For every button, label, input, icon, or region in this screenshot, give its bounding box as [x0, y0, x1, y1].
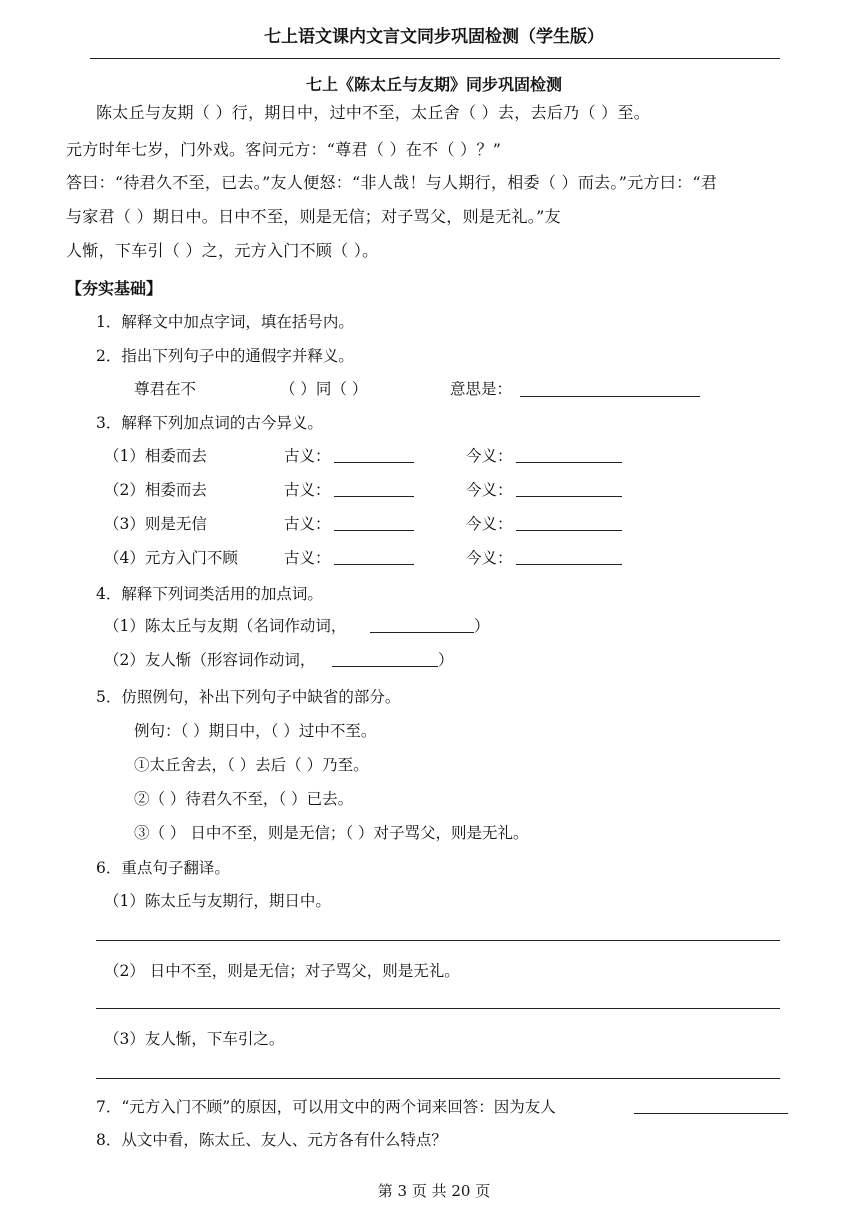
- q3-modern-label: 今义：: [466, 549, 513, 567]
- q5-item: ②（ ）待君久不至，（ ）已去。: [134, 790, 354, 808]
- q3-modern-blank[interactable]: [516, 530, 622, 531]
- question-5: 5．仿照例句，补出下列句子中缺省的部分。: [96, 688, 401, 706]
- q4-item: （1）陈太丘与友期（名词作动词，: [104, 617, 347, 635]
- passage-line-3: 答曰：“待君久不至，已去。”友人便怒：“非人哉！与人期行，相委（ ）而去。”元方曰：“君: [66, 173, 718, 192]
- q5-example: 例句：（ ）期日中，（ ）过中不至。: [134, 722, 377, 740]
- question-8: 8．从文中看，陈太丘、友人、元方各有什么特点？: [96, 1131, 447, 1149]
- q3-item-label: （1）相委而去: [104, 447, 207, 465]
- q6-answer-line[interactable]: [96, 1008, 780, 1009]
- q3-ancient-label: 古义：: [284, 481, 331, 499]
- q2-answer-blank[interactable]: [520, 396, 700, 397]
- q6-item: （1）陈太丘与友期行，期日中。: [104, 892, 331, 910]
- q3-modern-label: 今义：: [466, 481, 513, 499]
- header-divider: [90, 58, 780, 59]
- section-title: 【夯实基础】: [66, 279, 163, 298]
- q6-item: （2） 日中不至，则是无信；对子骂父，则是无礼。: [104, 962, 460, 980]
- question-7: 7．“元方入门不顾”的原因，可以用文中的两个词来回答：因为友人: [96, 1098, 556, 1116]
- q7-answer-blank[interactable]: [634, 1113, 788, 1114]
- q5-item: ③（ ） 日中不至，则是无信；（ ）对子骂父，则是无礼。: [134, 824, 529, 842]
- q3-item-label: （2）相委而去: [104, 481, 207, 499]
- question-2: 2．指出下列句子中的通假字并释义。: [96, 347, 354, 365]
- q4-item: （2）友人惭（形容词作动词，: [104, 651, 316, 669]
- q6-item: （3）友人惭，下车引之。: [104, 1030, 285, 1048]
- document-title: 七上《陈太丘与友期》同步巩固检测: [305, 75, 562, 94]
- q4-answer-blank[interactable]: [370, 632, 474, 633]
- q3-ancient-blank[interactable]: [334, 462, 414, 463]
- page-footer: 第 3 页 共 20 页: [377, 1182, 491, 1200]
- q3-modern-blank[interactable]: [516, 496, 622, 497]
- q3-ancient-label: 古义：: [284, 549, 331, 567]
- q4-close-paren: ）: [438, 651, 454, 669]
- passage-line-5: 人惭，下车引（ ）之，元方入门不顾（ ）。: [66, 241, 379, 260]
- passage-line-1: 陈太丘与友期（ ）行，期日中，过中不至，太丘舍（ ）去，去后乃（ ）至。: [96, 103, 651, 122]
- q3-item-label: （4）元方入门不顾: [104, 549, 238, 567]
- passage-line-4: 与家君（ ）期日中。日中不至，则是无信；对子骂父，则是无礼。”友: [66, 207, 561, 226]
- q6-answer-line[interactable]: [96, 940, 780, 941]
- q3-ancient-blank[interactable]: [334, 564, 414, 565]
- q2-meaning-label: 意思是：: [450, 380, 513, 398]
- page-header: 七上语文课内文言文同步巩固检测（学生版）: [264, 27, 604, 47]
- q3-modern-label: 今义：: [466, 515, 513, 533]
- question-1: 1．解释文中加点字词，填在括号内。: [96, 313, 354, 331]
- q3-ancient-blank[interactable]: [334, 530, 414, 531]
- q3-modern-blank[interactable]: [516, 564, 622, 565]
- passage-line-2: 元方时年七岁，门外戏。客问元方：“尊君（ ）在不（ ）？”: [66, 140, 502, 159]
- q3-ancient-label: 古义：: [284, 447, 331, 465]
- q2-paren: （ ）同（ ）: [280, 380, 368, 398]
- question-6: 6．重点句子翻译。: [96, 859, 230, 877]
- q6-answer-line[interactable]: [96, 1078, 780, 1079]
- q3-modern-blank[interactable]: [516, 462, 622, 463]
- question-3: 3．解释下列加点词的古今异义。: [96, 414, 323, 432]
- q3-ancient-label: 古义：: [284, 515, 331, 533]
- q3-modern-label: 今义：: [466, 447, 513, 465]
- q4-answer-blank[interactable]: [332, 666, 438, 667]
- question-4: 4．解释下列词类活用的加点词。: [96, 585, 323, 603]
- q4-close-paren: ）: [474, 617, 490, 635]
- q3-ancient-blank[interactable]: [334, 496, 414, 497]
- q2-sentence: 尊君在不: [134, 380, 197, 398]
- q5-item: ①太丘舍去，（ ）去后（ ）乃至。: [134, 756, 369, 774]
- q3-item-label: （3）则是无信: [104, 515, 207, 533]
